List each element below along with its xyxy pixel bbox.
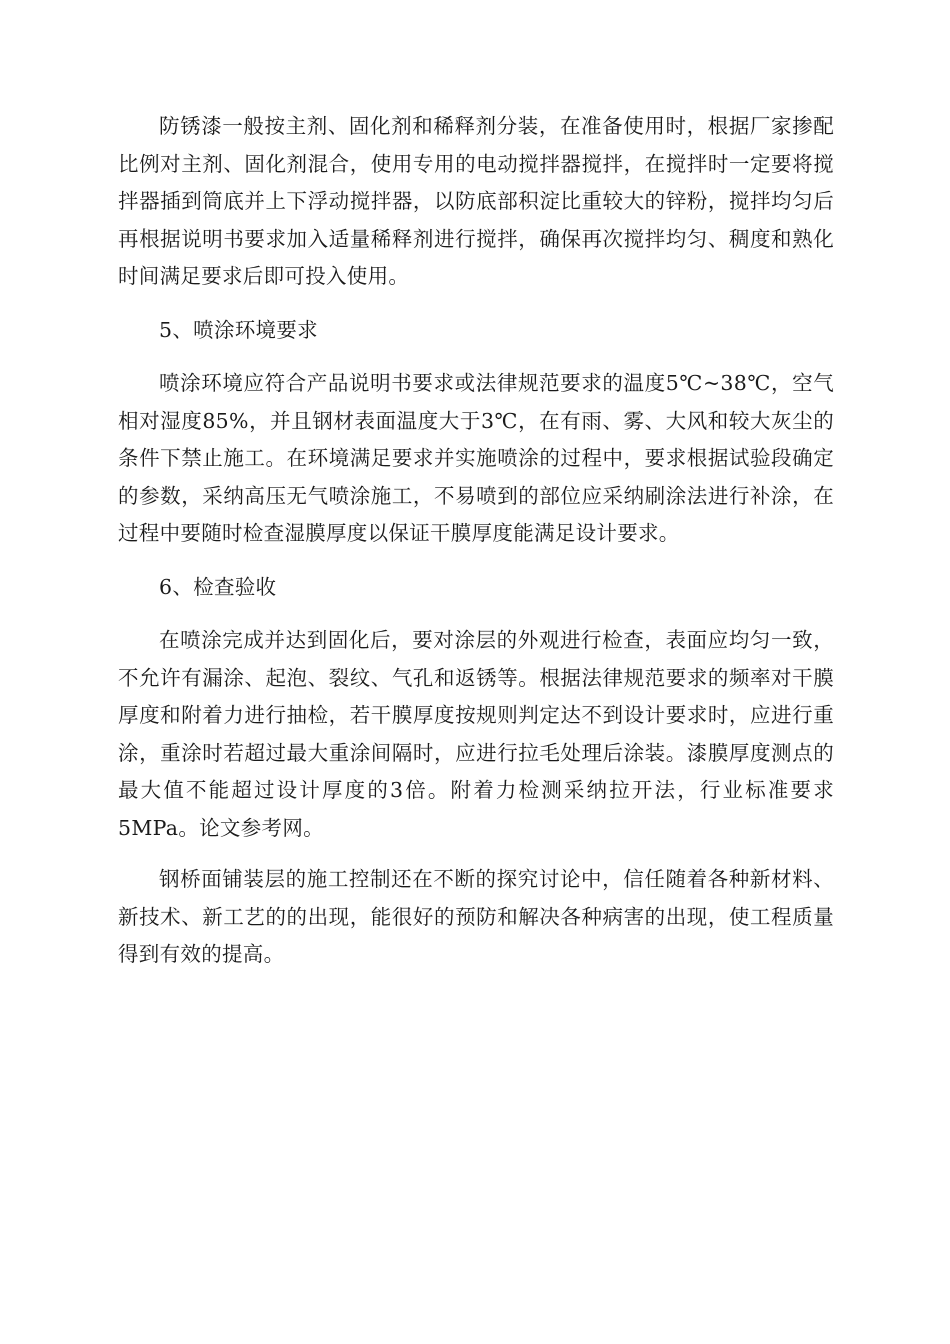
paragraph-inspection: 在喷涂完成并达到固化后，要对涂层的外观进行检查，表面应均匀一致，不允许有漏涂、起泡、裂纹、气孔和返锈等。根据法律规范要求的频率对干膜厚度和附着力进行抽检，若干膜厚度按规则判定达不到设计要求时，应进行重涂，重涂时若超过最大重涂间隔时，应进行拉毛处理后涂装。漆膜厚度测点的最大值不能超过设计厚度的3倍。附着力检测采纳拉开法，行业标准要求5MPa。论文参考网。 (118, 628, 834, 840)
paragraph-conclusion: 钢桥面铺装层的施工控制还在不断的探究讨论中，信任随着各种新材料、新技术、新工艺的的出现，能很好的预防和解决各种病害的出现，使工程质量得到有效的提高。 (118, 867, 834, 966)
document-body (118, 108, 834, 974)
heading-spray-environment: 5、喷涂环境要求 (159, 317, 318, 342)
heading-inspection: 6、检查验收 (159, 574, 277, 599)
paragraph-paint-mixing: 防锈漆一般按主剂、固化剂和稀释剂分装，在准备使用时，根据厂家掺配比例对主剂、固化剂混合，使用专用的电动搅拌器搅拌，在搅拌时一定要将搅拌器插到筒底并上下浮动搅拌器，以防底部积淀比重较大的锌粉，搅拌均匀后再根据说明书要求加入适量稀释剂进行搅拌，确保再次搅拌均匀、稠度和熟化时间满足要求后即可投入使用。 (118, 114, 834, 288)
paragraph-spray-environment: 喷涂环境应符合产品说明书要求或法律规范要求的温度5℃~38℃，空气相对湿度85%，并且钢材表面温度大于3℃，在有雨、雾、大风和较大灰尘的条件下禁止施工。在环境满足要求并实施喷涂的过程中，要求根据试验段确定的参数，采纳高压无气喷涂施工，不易喷到的部位应采纳刷涂法进行补涂，在过程中要随时检查湿膜厚度以保证干膜厚度能满足设计要求。 (118, 371, 834, 545)
